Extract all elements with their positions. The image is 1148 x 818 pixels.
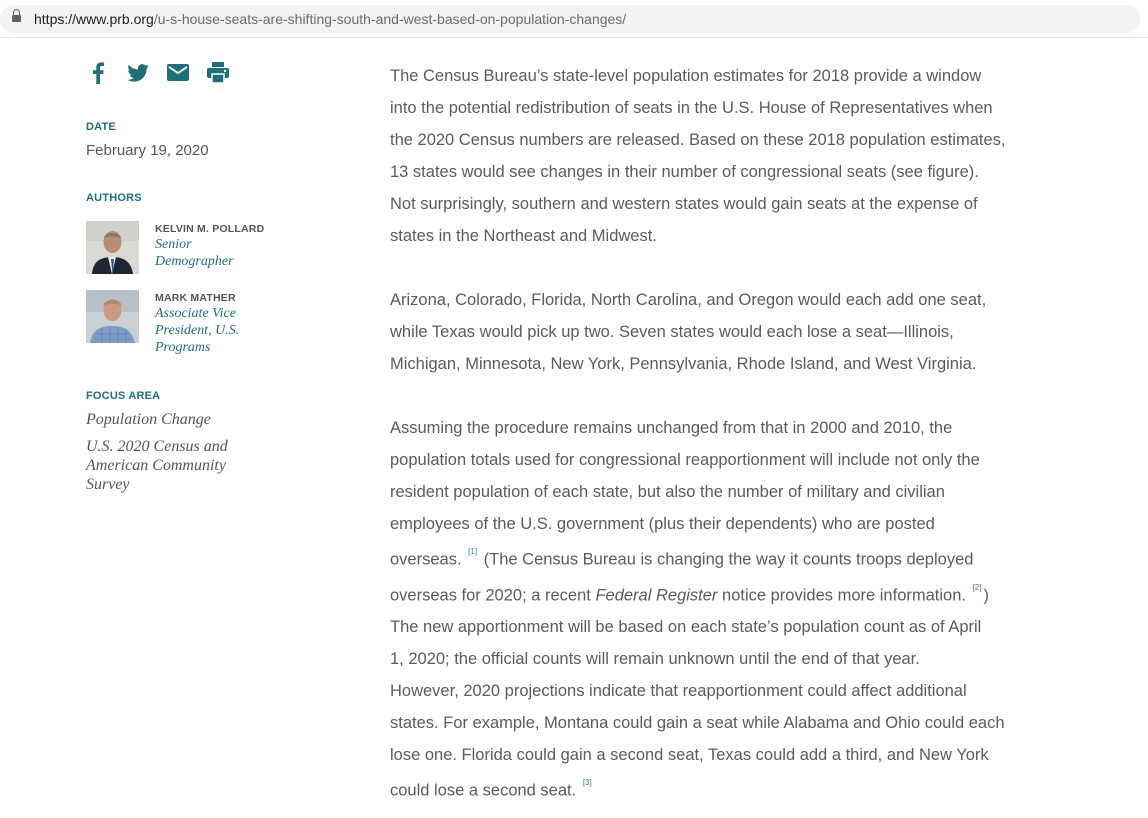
text-line: resident population of each state, but also the number of military and civilian (390, 483, 945, 501)
author-role (155, 236, 285, 270)
footnote-link[interactable]: [1] (468, 547, 478, 556)
text-line: population totals used for congressional reapportionment will include not only the (390, 451, 980, 469)
text-line: 13 states would see changes in their number of congressional seats (see figure). (390, 163, 979, 181)
text-line: employees of the U.S. government (plus their dependents) who are posted (390, 515, 935, 533)
focus-area-link-text: American Community (86, 457, 226, 474)
authors-label: AUTHORS (86, 192, 142, 204)
text-line: states. For example, Montana could gain a seat while Alabama and Ohio could each (390, 714, 1005, 732)
text-line: (The Census Bureau is changing the way it counts troops deployed (483, 550, 974, 569)
author-info (155, 292, 285, 356)
text-line: Arizona, Colorado, Florida, North Carolina, and Oregon would each add one seat, (390, 291, 987, 309)
author-role (155, 305, 285, 356)
email-share-button[interactable] (167, 64, 189, 81)
facebook-icon (91, 62, 105, 84)
focus-area-link-text: U.S. 2020 Census and (86, 438, 228, 455)
focus-area-link[interactable] (86, 410, 261, 429)
article-paragraph (390, 412, 1020, 807)
focus-area-label: FOCUS AREA (86, 390, 161, 402)
browser-address-bar (0, 0, 1148, 38)
text-line: could lose a second seat. (390, 781, 577, 800)
facebook-share-button[interactable] (91, 62, 105, 84)
author-name[interactable]: MARK MATHER (155, 292, 236, 304)
text-line: notice provides more information. (717, 586, 966, 604)
focus-area-link-text: Population Change (86, 411, 211, 428)
text-line: Michigan, Minnesota, New York, Pennsylvania, Rhode Island, and West Virginia. (390, 355, 977, 373)
publish-date: February 19, 2020 (86, 142, 209, 159)
text-line: while Texas would pick up two. Seven states would each lose a seat—Illinois, (390, 323, 954, 341)
focus-area-link[interactable] (86, 437, 261, 494)
author-photo[interactable] (86, 221, 139, 274)
author-info (155, 223, 285, 270)
author-role-line: Programs (155, 340, 211, 355)
twitter-share-button[interactable] (127, 64, 149, 82)
print-button[interactable] (207, 62, 229, 83)
twitter-icon (127, 64, 149, 82)
url-text[interactable] (34, 11, 626, 27)
text-line: Assuming the procedure remains unchanged from that in 2000 and 2010, the (390, 419, 953, 437)
text-line: The Census Bureau’s state-level population estimates for 2018 provide a window (390, 67, 982, 85)
author-name[interactable]: KELVIN M. POLLARD (155, 223, 265, 235)
article-paragraph (390, 284, 1020, 380)
text-line: 1, 2020; the official counts will remain unknown until the end of that year. (390, 650, 920, 668)
footnote-link[interactable]: [3] (582, 778, 592, 787)
text-line: states in the Northeast and Midwest. (390, 227, 657, 245)
text-line: The new apportionment will be based on each state’s population count as of April (390, 618, 982, 636)
text-line: overseas. (390, 550, 462, 569)
article-paragraph (390, 60, 1020, 252)
email-icon (167, 64, 189, 81)
text-line: However, 2020 projections indicate that reapportionment could affect additional (390, 682, 967, 700)
text-line: overseas for 2020; a recent (390, 586, 596, 604)
focus-area-link-text: Survey (86, 476, 130, 493)
author-photo[interactable] (86, 290, 139, 343)
text-line: ) (983, 586, 989, 604)
author-role-line: Demographer (155, 254, 234, 269)
text-line: the 2020 Census numbers are released. Based on these 2018 population estimates, (390, 131, 1006, 149)
author-role-line: Associate Vice (155, 306, 236, 321)
lock-icon[interactable] (12, 13, 21, 24)
text-line: lose one. Florida could gain a second seat, Texas could add a third, and New York (390, 746, 989, 764)
publication-title: Federal Register (595, 586, 718, 604)
url-path: /u-s-house-seats-are-shifting-south-and-west-based-on-population-changes/ (153, 11, 627, 27)
author-role-line: Senior (155, 237, 192, 252)
text-line: Not surprisingly, southern and western states would gain seats at the expense of (390, 195, 978, 213)
url-host: https://www.prb.org (34, 11, 154, 27)
author-role-line: President, U.S. (155, 323, 240, 338)
print-icon (207, 62, 229, 83)
footnote-link[interactable]: [2] (972, 582, 982, 592)
text-line: into the potential redistribution of seats in the U.S. House of Representatives when (390, 99, 993, 117)
article-body (390, 60, 1020, 807)
date-label: DATE (86, 121, 116, 133)
